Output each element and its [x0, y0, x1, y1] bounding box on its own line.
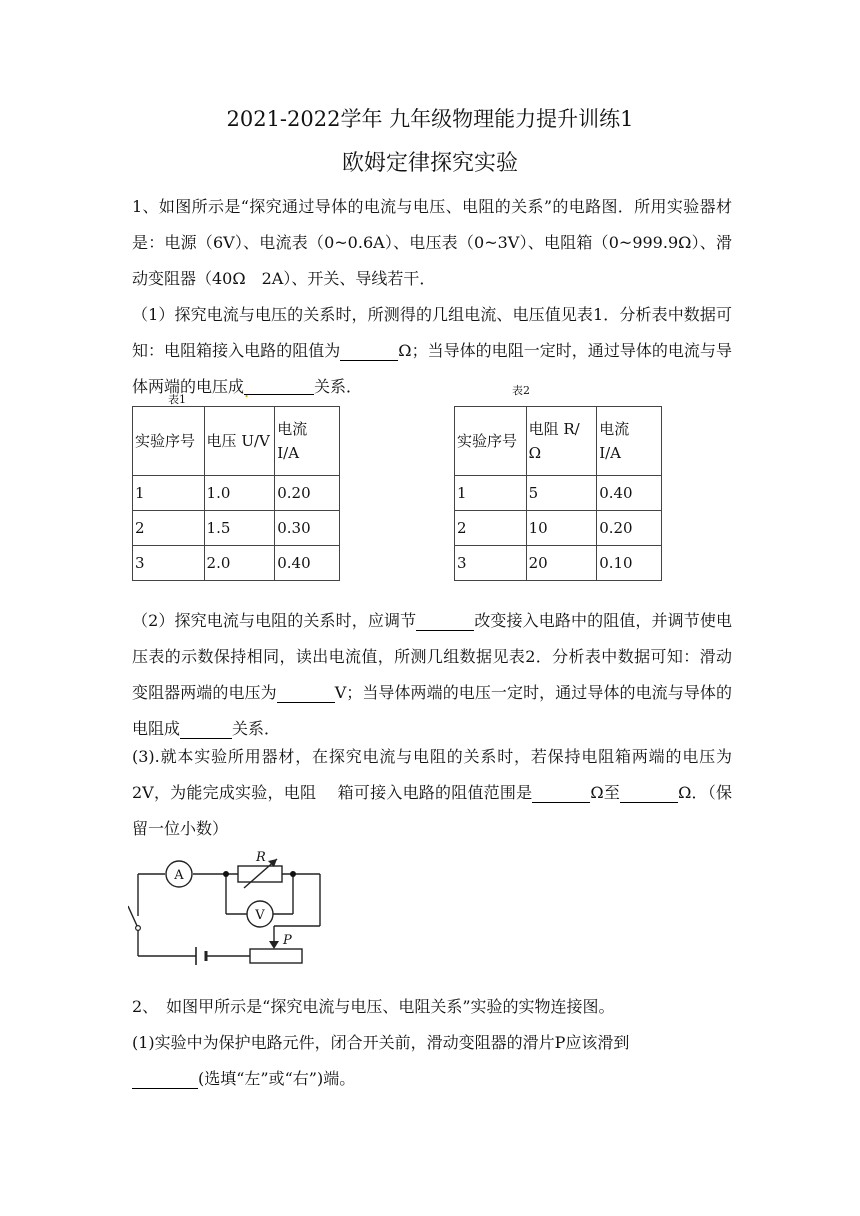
- table-cell: 1: [133, 476, 205, 511]
- mark-dot: .: [244, 382, 250, 401]
- voltmeter-symbol: [247, 901, 273, 927]
- question-1-part-1: [132, 297, 732, 405]
- table-1: [132, 406, 340, 581]
- q2-p1-text-a: (1)实验中为保护电路元件，闭合开关前，滑动变阻器的滑片P应该滑到: [132, 1033, 630, 1052]
- table-row: [133, 407, 340, 476]
- answer-blank[interactable]: [340, 340, 398, 361]
- question-2-intro-text: 2、 如图甲所示是“探究电流与电压、电阻关系”实验的实物连接图。: [132, 997, 615, 1016]
- question-2-intro: [132, 989, 732, 1025]
- table-cell: 5: [526, 476, 597, 511]
- table-cell: 1: [455, 476, 527, 511]
- table-row: [133, 546, 340, 581]
- table-cell: 3: [133, 546, 205, 581]
- answer-blank[interactable]: [244, 374, 314, 401]
- slider-label: P: [283, 933, 292, 948]
- table-header-cell: 实验序号: [455, 407, 527, 476]
- q1-p2-text-a: （2）探究电流与电阻的关系时，应调节: [132, 611, 417, 630]
- question-1-part-3: [132, 739, 732, 847]
- table-cell: 0.40: [275, 546, 340, 581]
- question-2-part-1: [132, 1025, 732, 1097]
- table-cell: 2.0: [204, 546, 275, 581]
- q1-p3-text-b: Ω至: [590, 783, 621, 802]
- ammeter-symbol: [166, 861, 192, 887]
- rheostat-symbol: [250, 926, 302, 963]
- page-subtitle: 欧姆定律探究实验: [341, 151, 518, 176]
- junction-dot: [290, 871, 296, 877]
- table-cell: 2: [133, 511, 205, 546]
- table-header-cell: 电流 I/A: [275, 407, 340, 476]
- battery-symbol: [196, 947, 206, 965]
- table-cell: 2: [455, 511, 527, 546]
- table-header-cell: 电流 I/A: [597, 407, 662, 476]
- q1-p2-text-d: 关系．: [232, 719, 281, 738]
- junction-dot: [223, 871, 229, 877]
- answer-blank[interactable]: [532, 782, 590, 803]
- question-1-part-2: [132, 603, 732, 747]
- table-cell: 10: [526, 511, 597, 546]
- table-cell: 0.10: [597, 546, 662, 581]
- table-row: [455, 407, 662, 476]
- page-title: 2021-2022学年 九年级物理能力提升训练1: [226, 107, 634, 131]
- table-cell: 1.0: [204, 476, 275, 511]
- resistor-label: R: [256, 850, 266, 865]
- table-header-cell: 实验序号: [133, 407, 205, 476]
- q1-p1-text-b: Ω；当导体的电阻一定时，通过导体的电流与导体两端的电压成: [132, 341, 732, 396]
- q2-p1-text-b: (选填“左”或“右”)端。: [198, 1069, 356, 1088]
- q1-p3-text-c: Ω．（保留一位小数）: [132, 783, 732, 838]
- table-row: [455, 511, 662, 546]
- q1-p1-text-a: （1）探究电流与电压的关系时，所测得的几组电流、电压值见表1．分析表中数据可知：电阻箱接入电路的阻值为: [132, 305, 732, 360]
- table-cell: 0.30: [275, 511, 340, 546]
- table-cell: 1.5: [204, 511, 275, 546]
- table-2: [454, 406, 662, 581]
- q1-p3-text-a: (3).就本实验所用器材，在探究电流与电阻的关系时，若保持电阻箱两端的电压为2V，为能完成实验，电阻 箱可接入电路的阻值范围是: [132, 747, 732, 802]
- table-cell: 0.20: [597, 511, 662, 546]
- question-1-intro: [132, 189, 732, 297]
- q1-p2-text-b: 改变接入电路中的阻值，并调节使电压表的示数保持相同，读出电流值，所测几组数据见表2．分析表中数据可知：滑动变阻器两端的电压为: [132, 611, 732, 702]
- table-1-caption: 表1: [168, 393, 186, 406]
- question-1-intro-text: 1、如图所示是“探究通过导体的电流与电压、电阻的关系”的电路图．所用实验器材是：电源（6V）、电流表（0~0.6A）、电压表（0~3V）、电阻箱（0~999.9Ω）、滑动变阻器（40Ω 2A）、开关、导线若干．: [132, 197, 732, 288]
- table-cell: 20: [526, 546, 597, 581]
- table-header-cell: 电压 U/V: [204, 407, 275, 476]
- q1-p2-text-c: V；当导体两端的电压一定时，通过导体的电流与导体的电阻成: [132, 683, 732, 738]
- circuit-diagram: [128, 848, 338, 972]
- table-row: [133, 476, 340, 511]
- answer-blank[interactable]: [620, 782, 678, 803]
- table-cell: 0.40: [597, 476, 662, 511]
- answer-blank[interactable]: [180, 718, 232, 739]
- table-2-caption: 表2: [512, 384, 530, 397]
- resistance-box-symbol: [238, 850, 282, 888]
- answer-blank[interactable]: [277, 682, 335, 703]
- ammeter-label: A: [174, 868, 184, 883]
- answer-blank[interactable]: [132, 1068, 198, 1089]
- table-cell: 0.20: [275, 476, 340, 511]
- table-header-cell: 电阻 R/ Ω: [526, 407, 597, 476]
- table-cell: 3: [455, 546, 527, 581]
- table-row: [455, 476, 662, 511]
- q1-p1-text-c: 关系．: [314, 377, 363, 396]
- voltmeter-label: V: [255, 908, 265, 923]
- table-row: [133, 511, 340, 546]
- answer-blank[interactable]: [416, 610, 474, 631]
- table-row: [455, 546, 662, 581]
